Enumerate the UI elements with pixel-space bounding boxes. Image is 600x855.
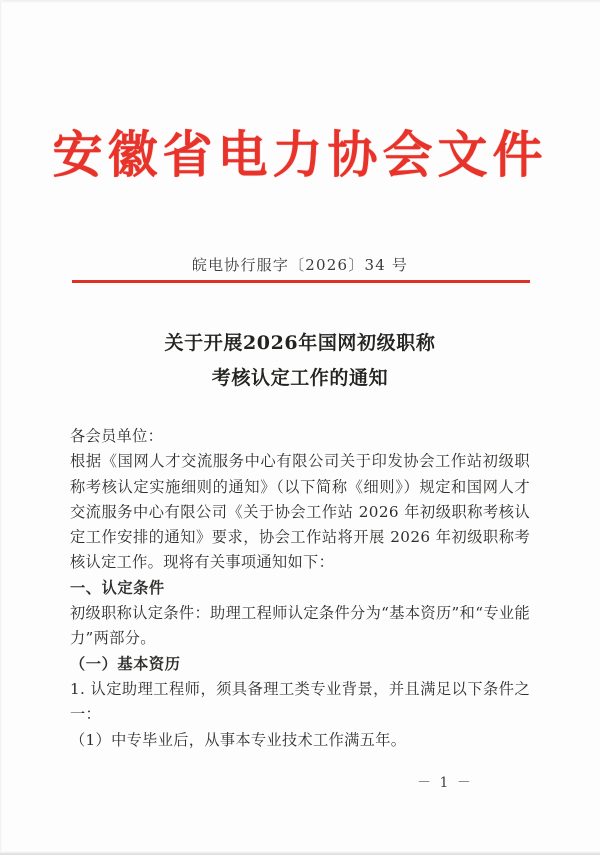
red-separator-rule	[72, 280, 530, 283]
page-footer	[0, 772, 600, 792]
body-heading-1: 一、认定条件	[70, 578, 165, 597]
body-salutation: 各会员单位：	[70, 427, 164, 445]
document-title-line-2: 考核认定工作的通知	[211, 367, 389, 389]
scan-edge-bottom	[0, 851, 600, 855]
page-number: － 1 －	[417, 775, 473, 791]
body-paragraph-3: 1. 认定助理工程师，须具备理工类专业背景，并且满足以下条件之一：	[70, 679, 530, 724]
document-title	[0, 326, 600, 396]
document-serial-number: 皖电协行服字〔2026〕34 号	[191, 256, 409, 274]
document-title-line-1: 关于开展2026年国网初级职称	[164, 332, 436, 354]
body-heading-2: （一）基本资历	[70, 654, 181, 673]
body-paragraph-4: （1）中专毕业后，从事本专业技术工作满五年。	[70, 730, 407, 749]
document-masthead: 安徽省电力协会文件	[52, 125, 548, 184]
body-paragraph-1: 根据《国网人才交流服务中心有限公司关于印发协会工作站初级职称考核认定实施细则的通知》（以下简称《细则》）规定和国网人才交流服务中心有限公司《关于协会工作站 2026 年初级职称考核认定工作安排的通知》要求，协会工作站将开展 2026 年初级职称考核认定工作。现将有关事项通知如下：	[70, 452, 530, 572]
body-paragraph-2: 初级职称认定条件：助理工程师认定条件分为“基本资历”和“专业能力”两部分。	[70, 604, 530, 648]
scan-edge-top	[0, 0, 600, 3]
document-body	[70, 424, 530, 753]
